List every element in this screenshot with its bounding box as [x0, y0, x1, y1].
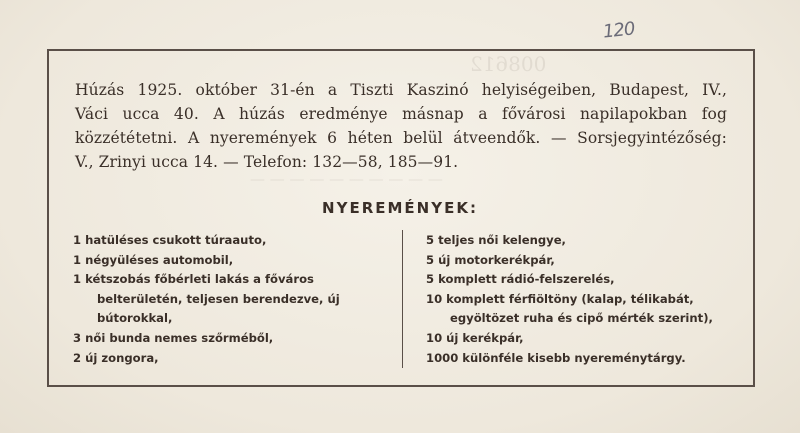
prizes-heading: NYEREMÉNYEK:: [322, 199, 478, 217]
prize-item: 1000 különféle kisebb nyereménytárgy.: [426, 350, 686, 365]
show-through-text: — — — — — — — — — —: [250, 170, 443, 188]
prize-item: 1 négyüléses automobil,: [73, 252, 234, 267]
prize-item: 2 új zongora,: [73, 350, 159, 365]
prize-item: 10 új kerékpár,: [426, 330, 524, 345]
prizes-left-column: [73, 231, 393, 368]
prize-item: 5 komplett rádió-felszerelés,: [426, 272, 615, 287]
prize-item: 1 hatüléses csukott túraauto,: [73, 233, 267, 247]
column-divider: [402, 230, 403, 368]
prize-item: 1 kétszobás főbérleti lakás a főváros: [73, 272, 314, 287]
prize-item: 5 teljes női kelengye,: [426, 233, 566, 247]
show-through-text: 008612: [470, 52, 547, 76]
draw-info-paragraph: [75, 78, 727, 174]
prize-item: 5 új motorkerékpár,: [426, 252, 555, 267]
prize-item: 10 komplett férfiöltöny (kalap, télikabát,: [426, 291, 694, 306]
prize-item-continuation: egyöltözet ruha és cipő mérték szerint),: [450, 311, 713, 326]
prizes-right-column: [426, 231, 738, 368]
intro-line: közzététetni. A nyeremények 6 héten belül átveendők. — Sorsjegyintézőség:: [75, 129, 727, 147]
pencil-note: 120: [601, 18, 636, 43]
intro-line: V., Zrinyi ucca 14. — Telefon: 132—58, 185—91.: [75, 153, 459, 171]
intro-line: Váci ucca 40. A húzás eredménye másnap a fővárosi napilapokban fog: [75, 105, 727, 123]
prize-item: 3 női bunda nemes szőrméből,: [73, 330, 274, 345]
prize-item-continuation: belterületén, teljesen berendezve, új: [97, 291, 340, 306]
intro-line: Húzás 1925. október 31-én a Tiszti Kaszinó helyiségeiben, Budapest, IV.,: [75, 81, 727, 99]
prize-item-continuation: bútorokkal,: [97, 311, 173, 326]
